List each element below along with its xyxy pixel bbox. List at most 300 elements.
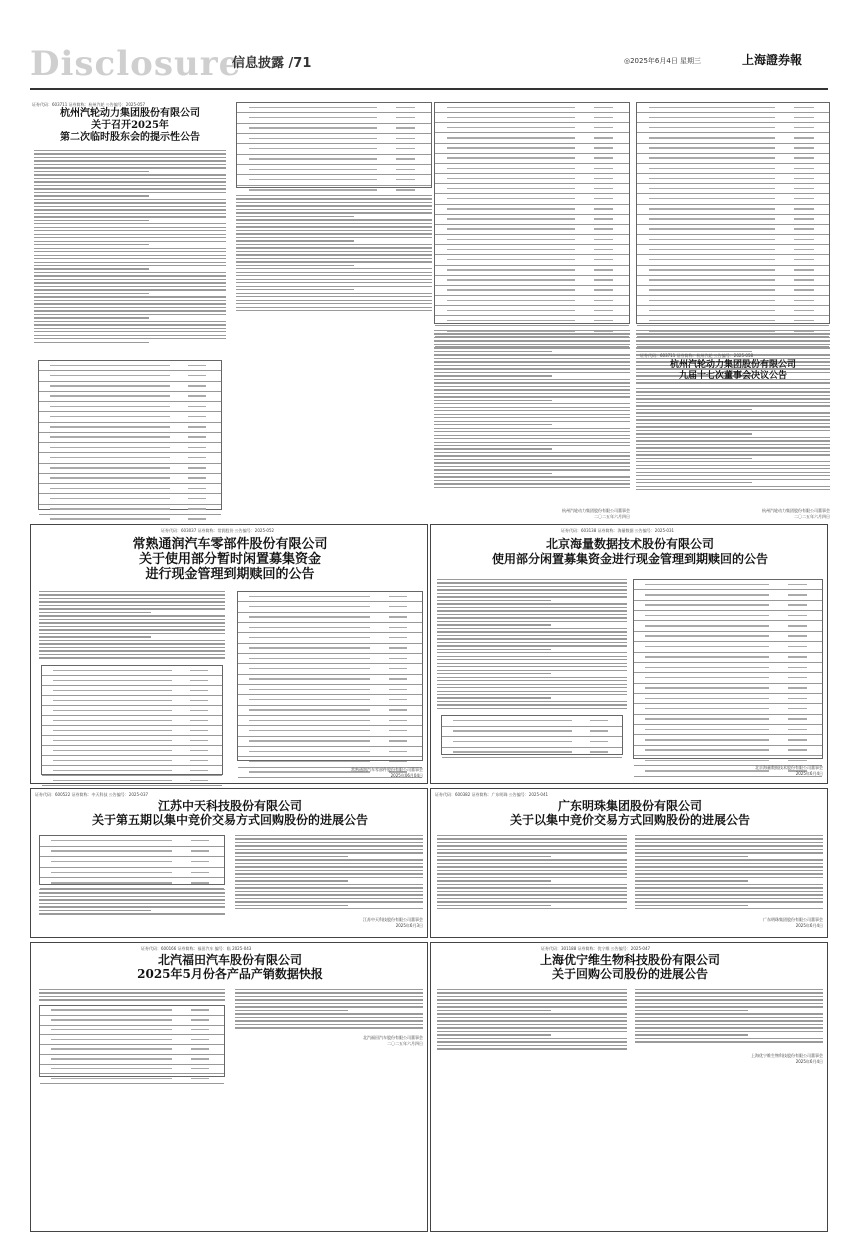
text-line <box>636 388 830 389</box>
text-line <box>34 174 226 175</box>
text-line <box>437 999 627 1000</box>
notice-beijing-vastdata <box>430 524 828 784</box>
notice-body <box>636 388 830 493</box>
table-row <box>435 215 629 225</box>
table-row <box>40 836 224 847</box>
text-line <box>636 472 830 473</box>
text-line <box>437 586 627 587</box>
text-line <box>437 1048 627 1049</box>
text-line <box>34 317 149 318</box>
text-line <box>636 475 830 476</box>
text-line <box>236 296 432 297</box>
text-line <box>434 361 630 362</box>
text-line <box>34 192 226 193</box>
table-row <box>637 245 829 255</box>
text-line <box>34 181 226 182</box>
text-line <box>636 461 830 462</box>
text-line <box>635 908 823 909</box>
text-line <box>236 286 432 287</box>
text-line <box>235 1013 423 1014</box>
text-line <box>34 338 226 339</box>
text-line <box>34 153 226 154</box>
text-line <box>437 1031 627 1032</box>
table-row <box>435 245 629 255</box>
table-row <box>40 1074 224 1084</box>
text-line <box>635 1006 823 1007</box>
text-line <box>635 1034 748 1035</box>
table-row <box>637 225 829 235</box>
section-brand: Disclosure <box>30 44 242 84</box>
table-row <box>634 746 822 756</box>
text-line <box>434 459 630 460</box>
text-line <box>236 307 432 308</box>
text-line <box>236 195 432 196</box>
text-line <box>39 626 225 627</box>
text-line <box>636 419 830 420</box>
notice-title: 杭州汽轮动力集团股份有限公司 九届十七次董事会决议公告 <box>669 360 796 381</box>
notice-table <box>633 579 823 759</box>
text-line <box>437 652 627 653</box>
text-line <box>34 178 226 179</box>
text-line <box>39 903 225 904</box>
text-line <box>437 1013 627 1014</box>
text-line <box>34 289 226 290</box>
text-line <box>236 247 432 248</box>
text-line <box>636 351 752 352</box>
text-line <box>235 852 423 853</box>
text-line <box>437 614 627 615</box>
text-line <box>39 633 225 634</box>
table-row <box>40 1065 224 1075</box>
text-line <box>437 856 551 857</box>
table-row <box>435 235 629 245</box>
text-line <box>34 167 226 168</box>
text-line <box>434 445 630 446</box>
text-line <box>437 1045 627 1046</box>
table-row <box>39 412 221 422</box>
table-row <box>637 235 829 245</box>
text-line <box>434 469 630 470</box>
text-line <box>34 262 226 263</box>
table-row <box>40 878 224 889</box>
text-line <box>437 589 627 590</box>
text-line <box>235 898 423 899</box>
notice-table <box>41 665 223 775</box>
text-line <box>437 670 627 671</box>
notice-meta: 证券代码：603711 证券简称：杭州汽轮 公告编号：2025-058 <box>640 353 754 358</box>
text-line <box>434 382 630 383</box>
text-line <box>34 314 226 315</box>
text-line <box>34 223 226 224</box>
text-line <box>236 198 432 199</box>
text-line <box>39 892 225 893</box>
text-line <box>34 293 149 294</box>
text-line <box>635 1013 823 1014</box>
table-row <box>39 361 221 371</box>
text-line <box>434 344 630 345</box>
text-line <box>636 486 830 487</box>
text-line <box>236 216 354 217</box>
text-line <box>34 185 226 186</box>
text-line <box>39 640 225 641</box>
text-line <box>434 417 630 418</box>
text-line <box>235 859 423 860</box>
text-line <box>635 849 823 850</box>
header-rule <box>30 88 828 90</box>
table-row <box>634 694 822 704</box>
text-line <box>39 615 225 616</box>
text-line <box>236 310 432 311</box>
notice-body <box>235 835 423 912</box>
table-row <box>40 1006 224 1016</box>
text-line <box>437 996 627 997</box>
table-row <box>435 184 629 194</box>
text-line <box>636 382 830 383</box>
table-row <box>237 175 431 185</box>
text-line <box>235 908 423 909</box>
text-line <box>34 248 226 249</box>
text-line <box>34 195 149 196</box>
table-row <box>435 306 629 316</box>
text-line <box>636 347 830 348</box>
table-row <box>40 1055 224 1065</box>
text-line <box>437 849 627 850</box>
text-line <box>437 884 627 885</box>
text-line <box>437 1003 627 1004</box>
table-row <box>39 423 221 433</box>
table-row <box>634 715 822 725</box>
table-row <box>442 716 622 727</box>
text-line <box>235 1024 423 1025</box>
text-line <box>434 333 630 334</box>
table-row <box>637 266 829 276</box>
table-row <box>42 696 222 706</box>
text-line <box>235 884 423 885</box>
table-row <box>39 382 221 392</box>
text-line <box>635 1027 823 1028</box>
text-line <box>434 421 630 422</box>
text-line <box>434 431 630 432</box>
text-line <box>635 905 748 906</box>
text-line <box>437 870 627 871</box>
text-line <box>39 608 225 609</box>
text-line <box>235 873 423 874</box>
table-row <box>637 316 829 326</box>
text-line <box>437 610 627 611</box>
notice-title: 江苏中天科技股份有限公司 关于第五期以集中竞价交易方式回购股份的进展公告 <box>91 799 368 827</box>
text-line <box>34 227 226 228</box>
text-line <box>437 989 627 990</box>
table-row <box>637 306 829 316</box>
notice-table <box>441 715 623 755</box>
text-line <box>636 330 830 331</box>
text-line <box>236 254 432 255</box>
text-line <box>434 351 552 352</box>
notice-mingzhu <box>430 788 828 938</box>
text-line <box>437 1020 627 1021</box>
text-line <box>437 666 627 667</box>
text-line <box>34 328 226 329</box>
text-line <box>434 487 630 488</box>
notice-meta: 证券代码：600522 证券简称：中天科技 公告编号：2025-037 <box>35 792 149 797</box>
text-line <box>636 409 752 410</box>
text-line <box>437 600 551 601</box>
table-row <box>40 1016 224 1026</box>
text-line <box>437 617 627 618</box>
text-line <box>39 622 225 623</box>
text-line <box>437 880 551 881</box>
text-line <box>437 582 627 583</box>
text-line <box>437 642 627 643</box>
text-line <box>39 598 225 599</box>
text-line <box>434 368 630 369</box>
text-line <box>437 596 627 597</box>
notice-signature: 常熟通润汽车零部件股份有限公司董事会 2025年06月04日 <box>351 767 423 778</box>
text-line <box>235 992 423 993</box>
table-row <box>40 1026 224 1036</box>
text-line <box>39 996 225 997</box>
text-line <box>235 887 423 888</box>
agenda-table <box>236 102 432 188</box>
text-line <box>437 898 627 899</box>
text-line <box>437 701 627 702</box>
text-line <box>437 1027 627 1028</box>
table-row <box>238 592 422 602</box>
text-line <box>635 873 823 874</box>
table-row <box>238 737 422 747</box>
text-line <box>39 612 151 613</box>
text-line <box>39 619 225 620</box>
text-line <box>434 372 630 373</box>
text-line <box>636 451 830 452</box>
table-row <box>634 673 822 683</box>
table-row <box>39 484 221 494</box>
text-line <box>437 680 627 681</box>
notice-body <box>635 989 823 1045</box>
table-row <box>637 194 829 204</box>
notice-foton <box>30 942 428 1232</box>
table-row <box>39 505 221 515</box>
text-line <box>635 1020 823 1021</box>
table-row <box>634 580 822 590</box>
text-line <box>236 223 432 224</box>
text-line <box>34 321 226 322</box>
table-row <box>634 621 822 631</box>
table-row <box>435 133 629 143</box>
table-row <box>42 666 222 676</box>
text-line <box>434 438 630 439</box>
text-line <box>434 340 630 341</box>
table-row <box>637 184 829 194</box>
text-line <box>39 999 225 1000</box>
table-row <box>634 642 822 652</box>
text-line <box>434 386 630 387</box>
table-row <box>634 704 822 714</box>
text-line <box>34 296 226 297</box>
text-line <box>636 482 752 483</box>
table-row <box>637 154 829 164</box>
notice-signature: 江苏中天科技股份有限公司董事会 2025年6月3日 <box>363 917 423 928</box>
text-line <box>636 447 830 448</box>
table-row <box>637 174 829 184</box>
notice-title: 广东明珠集团股份有限公司 关于以集中竞价交易方式回购股份的进展公告 <box>509 799 750 827</box>
text-line <box>437 887 627 888</box>
text-line <box>34 188 226 189</box>
text-line <box>636 398 830 399</box>
text-line <box>437 638 627 639</box>
text-line <box>235 894 423 895</box>
notice-meta: 证券代码：603138 证券简称：海量数据 公告编号：2025-031 <box>561 528 675 533</box>
text-line <box>434 389 630 390</box>
text-line <box>636 405 830 406</box>
text-line <box>34 282 226 283</box>
text-line <box>235 863 423 864</box>
notice-changshu <box>30 524 428 784</box>
text-line <box>437 673 551 674</box>
table-row <box>40 1045 224 1055</box>
notice-body <box>437 989 627 1052</box>
text-line <box>434 354 630 355</box>
text-line <box>235 856 348 857</box>
notice-body <box>236 195 432 313</box>
text-line <box>434 466 630 467</box>
table-row <box>435 144 629 154</box>
text-line <box>437 842 627 843</box>
table-row <box>435 225 629 235</box>
text-line <box>437 624 551 625</box>
text-line <box>39 913 225 914</box>
text-line <box>636 489 830 490</box>
text-line <box>39 896 225 897</box>
notice-title: 北京海量数据技术股份有限公司 使用部分闲置募集资金进行现金管理到期赎回的公告 <box>491 537 768 566</box>
table-row <box>237 134 431 144</box>
text-line <box>34 237 226 238</box>
issue-date: ◎2025年6月4日 星期三 <box>624 57 702 65</box>
table-row <box>42 776 222 786</box>
text-line <box>437 845 627 846</box>
text-line <box>235 1027 423 1028</box>
text-line <box>635 1038 823 1039</box>
text-line <box>39 601 225 602</box>
table-row <box>435 103 629 113</box>
text-line <box>635 856 748 857</box>
text-line <box>437 687 627 688</box>
text-line <box>635 901 823 902</box>
text-line <box>34 234 226 235</box>
text-line <box>437 656 627 657</box>
text-line <box>636 468 830 469</box>
notice-meta: 证券代码：603711 证券简称：杭州汽轮 公告编号：2025-057 <box>32 102 146 107</box>
table-row <box>237 113 431 123</box>
text-line <box>434 393 630 394</box>
notice-body <box>437 835 627 912</box>
text-line <box>235 835 423 836</box>
text-line <box>235 1017 423 1018</box>
text-line <box>635 1024 823 1025</box>
text-line <box>236 230 432 231</box>
text-line <box>434 396 630 397</box>
table-row <box>435 296 629 306</box>
text-line <box>437 838 627 839</box>
text-line <box>635 887 823 888</box>
text-line <box>437 607 627 608</box>
text-line <box>635 898 823 899</box>
table-row <box>238 623 422 633</box>
text-line <box>636 333 830 334</box>
text-line <box>437 603 627 604</box>
text-line <box>236 233 432 234</box>
table-row <box>42 706 222 716</box>
text-line <box>34 324 226 325</box>
table-row <box>39 494 221 504</box>
text-line <box>236 272 432 273</box>
text-line <box>34 199 226 200</box>
text-line <box>235 849 423 850</box>
text-line <box>437 628 627 629</box>
text-line <box>636 454 830 455</box>
text-line <box>236 279 432 280</box>
text-line <box>39 629 225 630</box>
text-line <box>236 303 432 304</box>
text-line <box>34 331 226 332</box>
text-line <box>39 647 225 648</box>
table-row <box>435 154 629 164</box>
text-line <box>434 462 630 463</box>
table-row <box>637 276 829 286</box>
text-line <box>236 205 432 206</box>
text-line <box>434 407 630 408</box>
text-line <box>437 866 627 867</box>
text-line <box>236 289 354 290</box>
text-line <box>39 989 225 990</box>
text-line <box>236 237 432 238</box>
text-line <box>39 643 225 644</box>
table-row <box>39 402 221 412</box>
table-row <box>238 706 422 716</box>
text-line <box>635 999 823 1000</box>
text-line <box>39 654 225 655</box>
text-line <box>236 244 432 245</box>
table-row <box>637 144 829 154</box>
text-line <box>437 1010 551 1011</box>
notice-signature: 杭州汽轮动力集团股份有限公司董事会 二〇二五年六月四日 <box>762 508 830 519</box>
text-line <box>434 476 630 477</box>
text-line <box>235 845 423 846</box>
table-row <box>238 695 422 705</box>
table-row <box>39 371 221 381</box>
text-line <box>434 375 552 376</box>
text-line <box>236 219 432 220</box>
text-line <box>434 435 630 436</box>
table-row <box>238 716 422 726</box>
text-line <box>34 171 149 172</box>
text-line <box>635 845 823 846</box>
notice-table <box>38 360 222 510</box>
text-line <box>635 877 823 878</box>
text-line <box>635 989 823 990</box>
table-row <box>435 276 629 286</box>
text-line <box>235 891 423 892</box>
text-line <box>34 342 149 343</box>
text-line <box>635 992 823 993</box>
text-line <box>235 1006 423 1007</box>
text-line <box>636 440 830 441</box>
text-line <box>235 999 423 1000</box>
text-line <box>236 258 432 259</box>
text-line <box>235 901 423 902</box>
text-line <box>636 430 830 431</box>
text-line <box>235 989 423 990</box>
